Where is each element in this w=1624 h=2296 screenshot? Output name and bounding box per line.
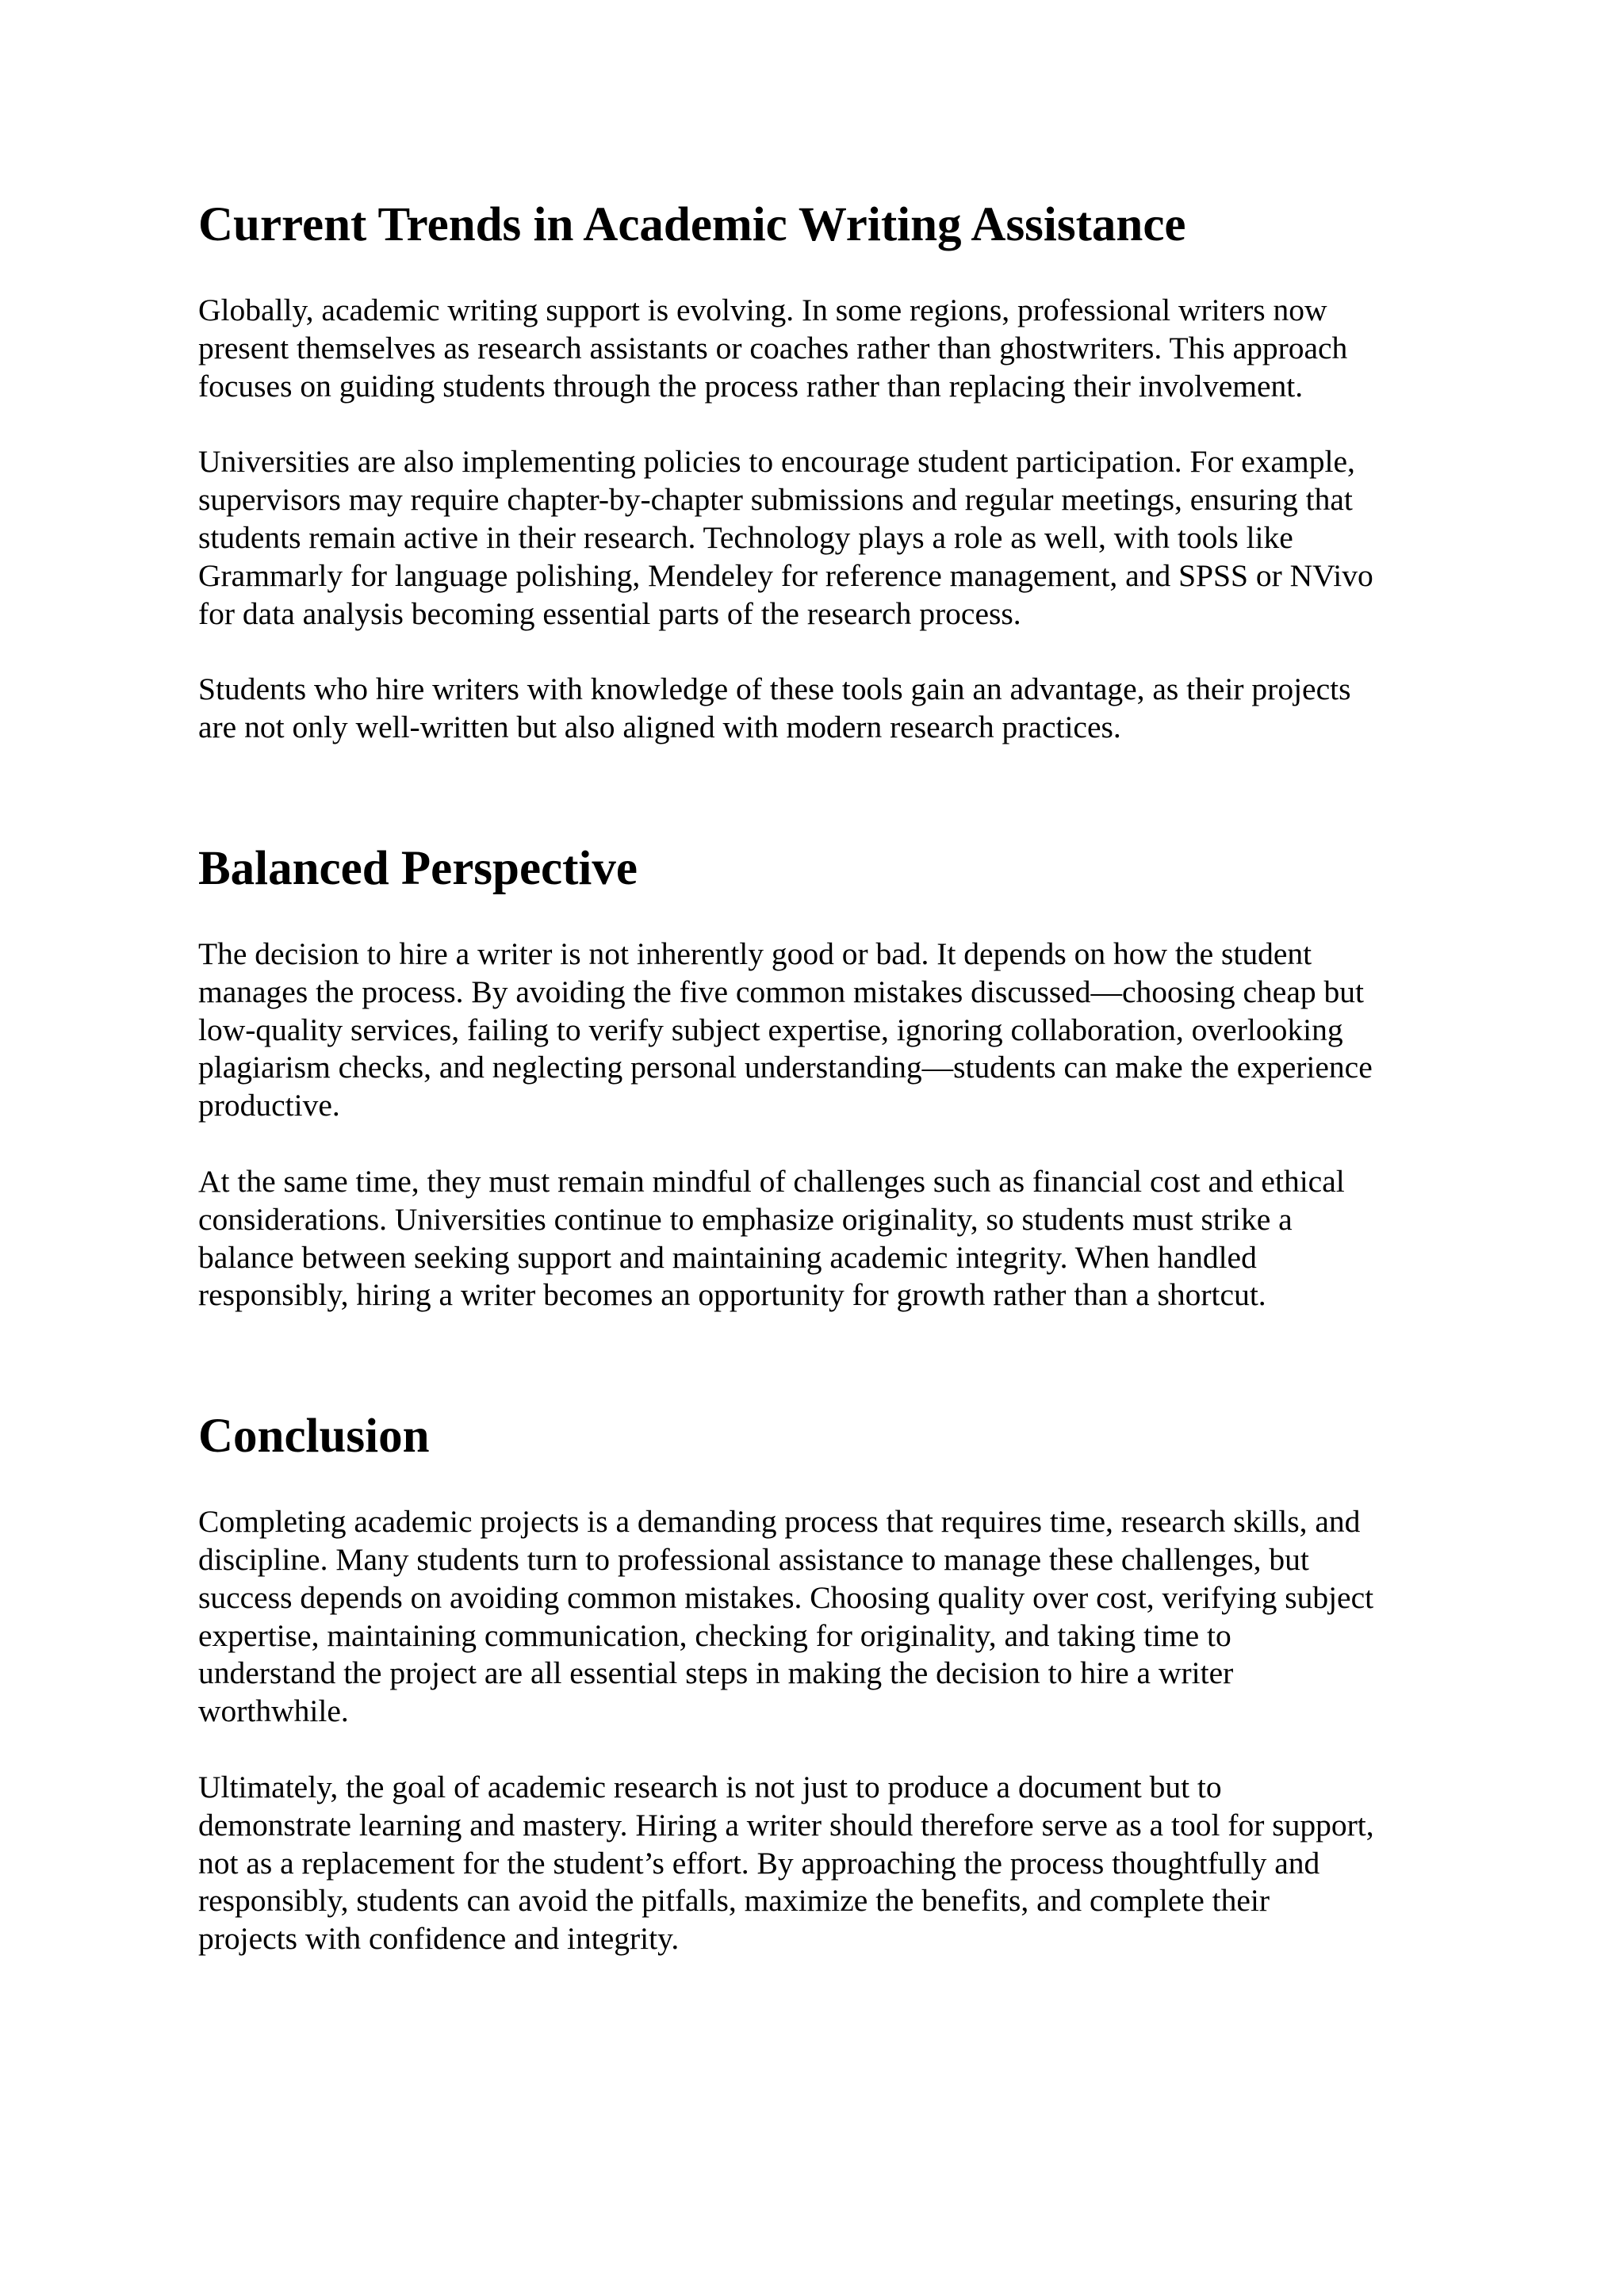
paragraph [198, 1163, 1465, 1314]
paragraph [198, 1769, 1465, 1958]
text-line: Globally, academic writing support is evolving. In some regions, professional writers now [198, 293, 1327, 327]
text-line: balance between seeking support and maintaining academic integrity. When handled [198, 1239, 1257, 1275]
text-line: are not only well-written but also aligned with modern research practices. [198, 710, 1121, 745]
text-line: low-quality services, failing to verify subject expertise, ignoring collaboration, overlooking [198, 1012, 1343, 1047]
text-line: projects with confidence and integrity. [198, 1921, 680, 1957]
text-line: supervisors may require chapter-by-chapter submissions and regular meetings, ensuring that [198, 482, 1353, 518]
text-line: discipline. Many students turn to professional assistance to manage these challenges, but [198, 1541, 1309, 1577]
text-line: focuses on guiding students through the process rather than replacing their involvement. [198, 368, 1304, 404]
text-line: Students who hire writers with knowledge of these tools gain an advantage, as their projects [198, 672, 1351, 707]
paragraph [198, 292, 1465, 405]
text-line: responsibly, hiring a writer becomes an opportunity for growth rather than a shortcut. [198, 1277, 1266, 1313]
text-line: expertise, maintaining communication, checking for originality, and taking time to [198, 1617, 1231, 1653]
text-line: demonstrate learning and mastery. Hiring a writer should therefore serve as a tool for support, [198, 1807, 1374, 1843]
text-line: understand the project are all essential steps in making the decision to hire a writer [198, 1655, 1234, 1691]
paragraph [198, 443, 1465, 633]
text-line: Completing academic projects is a demanding process that requires time, research skills, and [198, 1504, 1361, 1540]
text-line: students remain active in their research. Technology plays a role as well, with tools like [198, 519, 1293, 555]
paragraph [198, 671, 1465, 747]
text-line: The decision to hire a writer is not inherently good or bad. It depends on how the student [198, 936, 1312, 971]
section-balanced-perspective [198, 840, 1465, 1314]
text-line: Ultimately, the goal of academic research is not just to produce a document but to [198, 1769, 1222, 1804]
text-line: At the same time, they must remain mindful of challenges such as financial cost and ethical [198, 1163, 1345, 1199]
text-line: not as a replacement for the student’s effort. By approaching the process thoughtfully and [198, 1845, 1320, 1881]
section-heading: Conclusion [198, 1410, 430, 1464]
section-conclusion [198, 1408, 1465, 1958]
text-line: productive. [198, 1088, 340, 1123]
text-line: plagiarism checks, and neglecting personal understanding—students can make the experience [198, 1050, 1373, 1085]
section-heading: Balanced Perspective [198, 841, 638, 895]
text-line: present themselves as research assistants or coaches rather than ghostwriters. This approach [198, 330, 1348, 365]
text-line: Universities are also implementing policies to encourage student participation. For example, [198, 444, 1355, 480]
text-line: responsibly, students can avoid the pitfalls, maximize the benefits, and complete their [198, 1883, 1270, 1919]
text-line: for data analysis becoming essential parts of the research process. [198, 595, 1021, 631]
text-line: manages the process. By avoiding the five common mistakes discussed—choosing cheap but [198, 974, 1364, 1009]
paragraph [198, 1503, 1465, 1731]
section-heading: Current Trends in Academic Writing Assistance [198, 198, 1186, 251]
text-line: success depends on avoiding common mistakes. Choosing quality over cost, verifying subject [198, 1579, 1374, 1615]
text-line: worthwhile. [198, 1693, 349, 1729]
paragraph [198, 936, 1465, 1125]
section-current-trends [198, 197, 1465, 747]
text-line: considerations. Universities continue to emphasize originality, so students must strike a [198, 1201, 1293, 1237]
text-line: Grammarly for language polishing, Mendeley for reference management, and SPSS or NVivo [198, 557, 1373, 593]
